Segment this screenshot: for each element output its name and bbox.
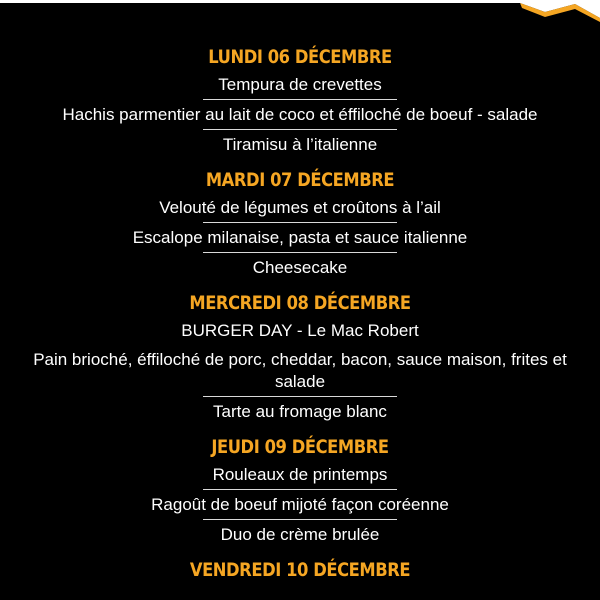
day-title: LUNDI 06 DÉCEMBRE xyxy=(208,46,392,68)
dish-dessert: Cheesecake xyxy=(252,258,348,277)
day-tuesday xyxy=(0,167,600,290)
dish-dessert: Duo de crème brulée xyxy=(220,525,380,544)
dish-main: Hachis parmentier au lait de coco et éffiloché de boeuf - salade xyxy=(62,105,538,124)
day-title: MERCREDI 08 DÉCEMBRE xyxy=(189,292,411,314)
dish-starter: BURGER DAY - Le Mac Robert xyxy=(181,321,419,340)
dish-starter: Tempura de crevettes xyxy=(218,75,382,94)
dish-starter: Rouleaux de printemps xyxy=(212,465,388,484)
dish-main: Pain brioché, éffiloché de porc, cheddar, bacon, sauce maison, frites et salade xyxy=(33,350,567,391)
day-title: JEUDI 09 DÉCEMBRE xyxy=(211,436,389,458)
dish-main: Ragoût de boeuf mijoté façon coréenne xyxy=(151,495,449,514)
dish-dessert: Tarte au fromage blanc xyxy=(213,402,387,421)
day-monday xyxy=(0,44,600,167)
top-decoration xyxy=(0,0,600,30)
day-title: MARDI 07 DÉCEMBRE xyxy=(205,169,395,191)
day-wednesday xyxy=(0,290,600,434)
dish-main: Escalope milanaise, pasta et sauce italienne xyxy=(132,228,468,247)
day-thursday xyxy=(0,434,600,557)
weekly-menu xyxy=(0,44,600,583)
dish-dessert: Tiramisu à l’italienne xyxy=(222,135,378,154)
dish-starter: Velouté de légumes et croûtons à l’ail xyxy=(159,198,441,217)
day-title: VENDREDI 10 DÉCEMBRE xyxy=(189,559,411,581)
day-friday xyxy=(0,557,600,583)
